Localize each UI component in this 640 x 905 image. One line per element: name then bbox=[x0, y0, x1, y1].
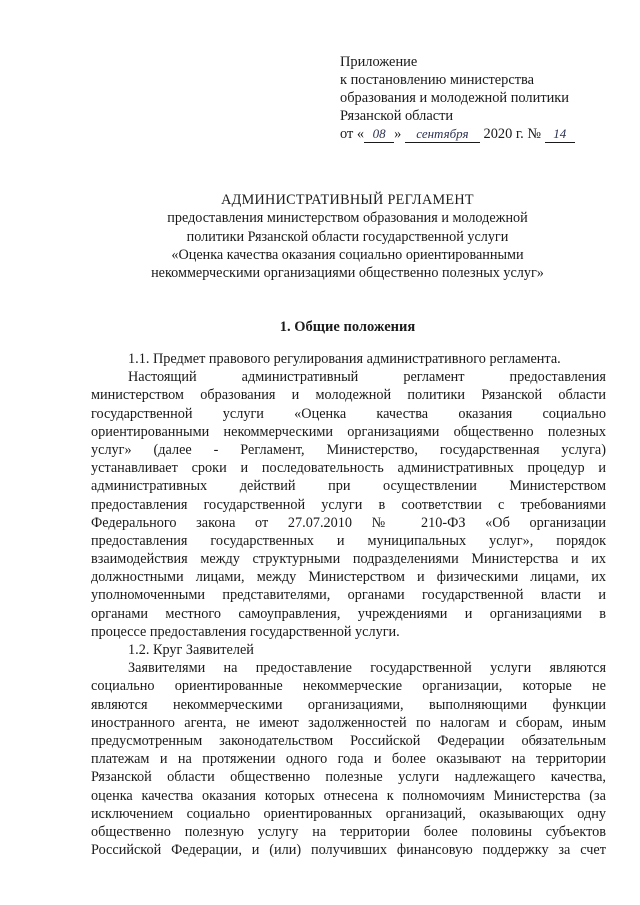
appendix-line: Рязанской области bbox=[340, 108, 454, 124]
paragraph-line: государственной услуги «Оценка качества оказания социально bbox=[91, 405, 606, 422]
appendix-title: Приложение bbox=[340, 54, 418, 70]
paragraph-line: устанавливает сроки и последовательность административных процедур и bbox=[91, 460, 606, 477]
paragraph-line: административных действий при осуществлении Министерством bbox=[91, 478, 606, 495]
paragraph-line: процессе предоставления государственной услуги. bbox=[91, 623, 400, 640]
paragraph-line: оценка качества оказания которых отнесена к полномочиям Министерства (за bbox=[91, 787, 606, 804]
paragraph-line: взаимодействия между структурными подразделениями Министерства и их bbox=[91, 551, 606, 568]
paragraph-line: исключением социально ориентированных организаций, оказывающих одну bbox=[91, 805, 606, 822]
appendix-date-line bbox=[340, 125, 630, 143]
paragraph-line: Рязанской области общественно полезные услуги надлежащего качества, bbox=[91, 769, 606, 786]
paragraph-line: предоставления государственных и муниципальных услуг», порядок bbox=[91, 532, 606, 549]
date-separator: » bbox=[394, 126, 402, 142]
paragraph-line: Российской Федерации, и (или) получивших финансовую поддержку за счет bbox=[91, 842, 606, 859]
document-subtitle-line: некоммерческими организациями общественно полезных услуг» bbox=[151, 265, 544, 282]
date-year: 2020 г. № bbox=[483, 126, 542, 142]
body-text bbox=[91, 350, 606, 859]
paragraph-line: 1.1. Предмет правового регулирования административного регламента. bbox=[128, 351, 561, 367]
date-prefix: от « bbox=[340, 126, 365, 142]
paragraph-line: Федерального закона от 27.07.2010 № 210-ФЗ «Об организации bbox=[91, 514, 606, 531]
handwritten-document-number: 14 bbox=[545, 127, 575, 143]
appendix-line: к постановлению министерства bbox=[340, 72, 535, 88]
paragraph-line: министерством образования и молодежной политики Рязанской области bbox=[91, 387, 606, 404]
paragraph-line: должностными лицами, между Министерством и физическими лицами, их bbox=[91, 569, 606, 586]
document-subtitle-line: предоставления министерством образования и молодежной bbox=[167, 210, 528, 227]
paragraph-line: платежам и на протяжении одного года и более оказывают на территории bbox=[91, 751, 606, 768]
subsection-heading: 1.2. Круг Заявителей bbox=[128, 642, 254, 658]
paragraph-line: общественно полезную услугу на территории более половины субъектов bbox=[91, 823, 606, 840]
handwritten-month: сентября bbox=[405, 127, 480, 143]
document-title: АДМИНИСТРАТИВНЫЙ РЕГЛАМЕНТ bbox=[221, 192, 474, 208]
appendix-block bbox=[340, 53, 630, 143]
paragraph-line: предоставления государственной услуги в соответствии с требованиями bbox=[91, 496, 606, 513]
paragraph-line: предусмотренным законодательством Российской Федерации обязательным bbox=[91, 732, 606, 749]
appendix-line: образования и молодежной политики bbox=[340, 90, 569, 106]
paragraph-line: ориентированными некоммерческими организациями общественно полезных bbox=[91, 423, 606, 440]
section-heading: 1. Общие положения bbox=[279, 319, 416, 335]
document-subtitle-line: политики Рязанской области государственной услуги bbox=[186, 228, 509, 245]
paragraph-line: Заявителями на предоставление государственной услуги являются bbox=[128, 660, 606, 677]
paragraph-line: иностранного агента, не имеют задолженностей по налогам и сборам, иным bbox=[91, 714, 606, 731]
paragraph-line: социально ориентированные некоммерческие организации, которые не bbox=[91, 678, 606, 695]
paragraph-line: уполномоченными представителями, органами государственной власти и bbox=[91, 587, 606, 604]
paragraph-line: являются некоммерческими организациями, выполняющими функции bbox=[91, 696, 606, 713]
paragraph-line: услуг» (далее - Регламент, Министерство, государственная услуга) bbox=[91, 441, 606, 458]
handwritten-day: 08 bbox=[364, 127, 394, 143]
regulation-title-block bbox=[80, 191, 615, 282]
paragraph-line: органами местного самоуправления, учреждениями и организациями в bbox=[91, 605, 606, 622]
document-subtitle-line: «Оценка качества оказания социально ориентированными bbox=[171, 246, 524, 263]
paragraph-line: Настоящий административный регламент предоставления bbox=[128, 369, 606, 386]
